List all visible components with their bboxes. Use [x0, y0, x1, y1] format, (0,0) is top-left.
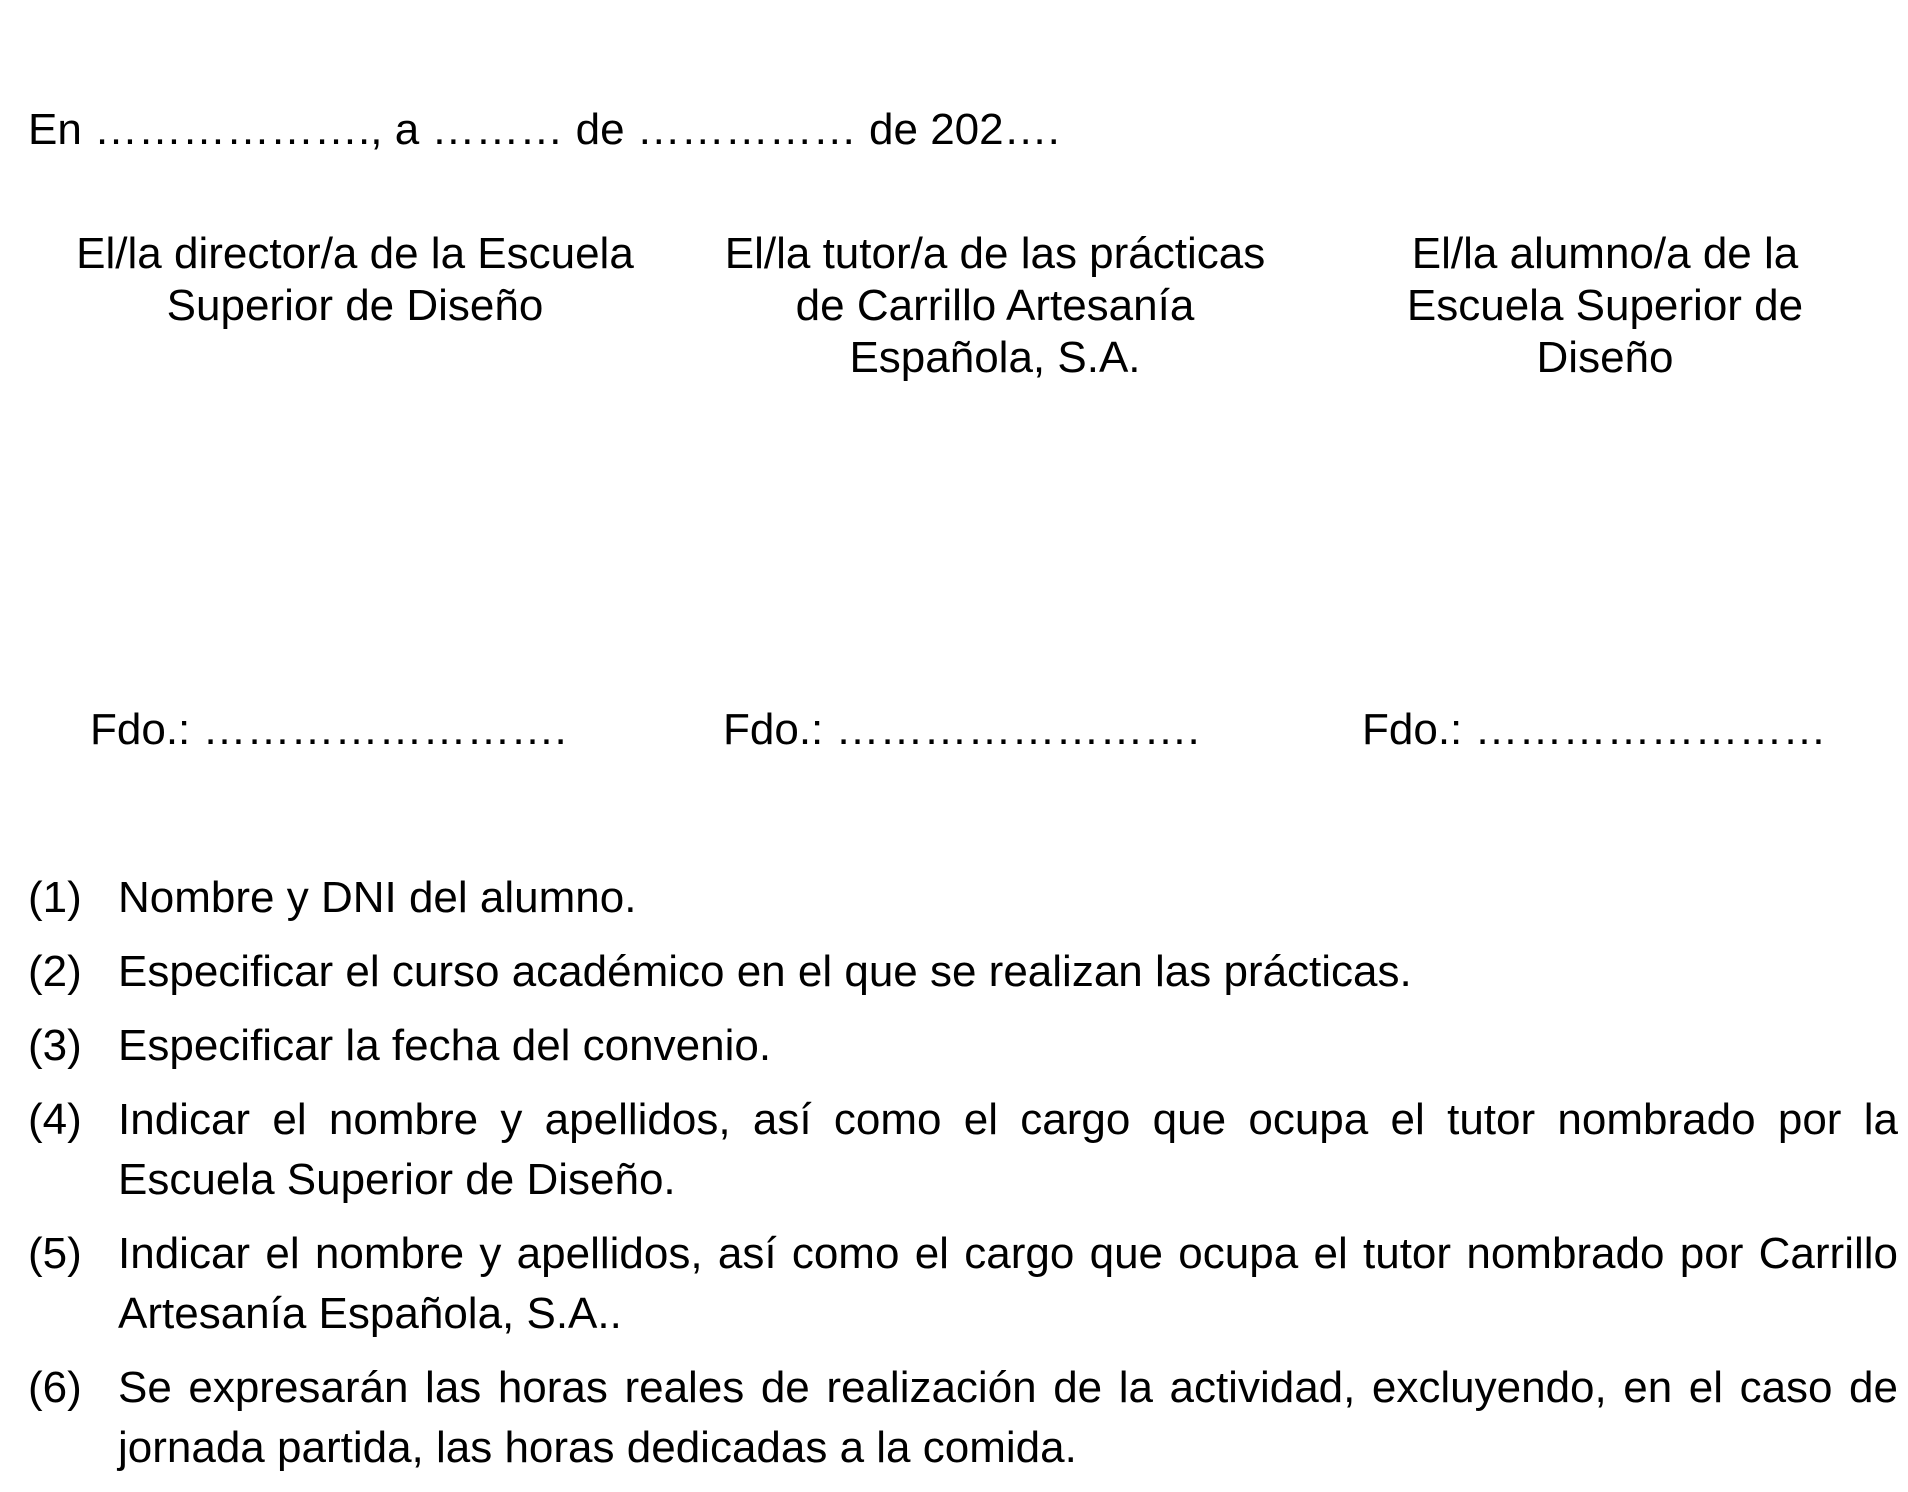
footnote-number: (4)	[28, 1095, 82, 1144]
signatory-title-line: Superior de Diseño	[166, 281, 544, 330]
signatory-title-line: El/la tutor/a de las prácticas	[724, 229, 1266, 278]
signatory-title-line: Diseño	[1536, 333, 1674, 382]
footnote	[28, 1090, 1898, 1210]
footnote-number: (1)	[28, 873, 82, 922]
date-place-line: En ………………., a ……… de …………… de 202….	[28, 105, 1060, 154]
footnote	[28, 868, 1898, 928]
signatory-title-line: Escuela Superior de	[1406, 281, 1804, 330]
signatory-title-line: El/la alumno/a de la	[1411, 229, 1799, 278]
footnote-text: Indicar el nombre y apellidos, así como el cargo que ocupa el tutor nombrado por la Escuela Superior de Diseño.	[118, 1095, 1898, 1204]
footnote-number: (2)	[28, 947, 82, 996]
footnotes-list	[28, 868, 1898, 1492]
footnote-text: Se expresarán las horas reales de realización de la actividad, excluyendo, en el caso de jornada partida, las horas dedicadas a la comida.	[118, 1363, 1898, 1472]
signatory-title-line: Española, S.A.	[849, 333, 1141, 382]
signature-line-tutor: Fdo.: …………………….	[723, 705, 1200, 754]
footnote	[28, 1016, 1898, 1076]
signatory-title-line: de Carrillo Artesanía	[795, 281, 1195, 330]
signature-line-director: Fdo.: …………………….	[90, 705, 567, 754]
footnote-text: Especificar el curso académico en el que se realizan las prácticas.	[118, 947, 1412, 996]
footnote-text: Nombre y DNI del alumno.	[118, 873, 637, 922]
signatory-tutor	[680, 228, 1310, 384]
footnote-text: Especificar la fecha del convenio.	[118, 1021, 772, 1070]
footnote	[28, 1224, 1898, 1344]
signatory-title-line: El/la director/a de la Escuela	[76, 229, 634, 278]
signature-line-student: Fdo.: ……………………	[1362, 705, 1827, 754]
footnote-number: (6)	[28, 1363, 82, 1412]
signatory-director	[40, 228, 670, 332]
footnote-number: (5)	[28, 1229, 82, 1278]
footnote-number: (3)	[28, 1021, 82, 1070]
signatory-student	[1320, 228, 1890, 384]
footnote	[28, 942, 1898, 1002]
footnote	[28, 1358, 1898, 1478]
footnote-text: Indicar el nombre y apellidos, así como el cargo que ocupa el tutor nombrado por Carrillo Artesanía Española, S.A..	[118, 1229, 1898, 1338]
